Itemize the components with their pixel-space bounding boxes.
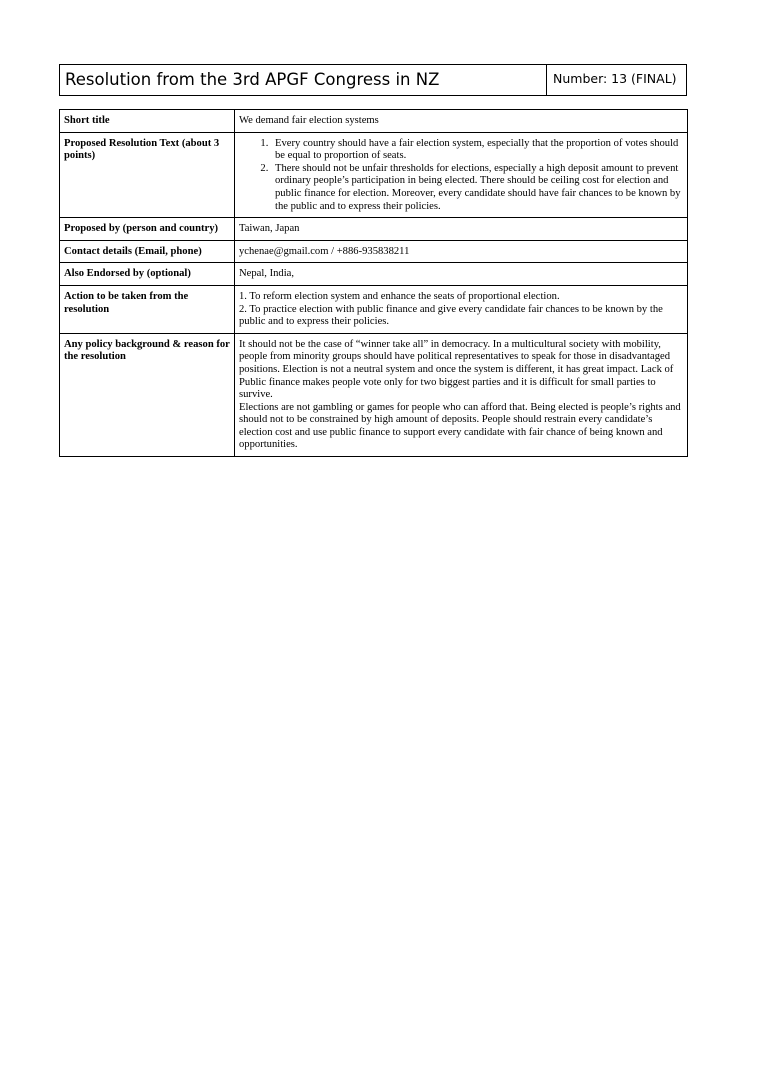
proposed-points-list (239, 138, 683, 214)
short-title-value: We demand fair election systems (235, 110, 688, 133)
document-header (59, 64, 687, 96)
proposed-text-value (235, 132, 688, 218)
row-proposed-text (60, 132, 688, 218)
row-proposed-by (60, 218, 688, 241)
row-background (60, 333, 688, 456)
proposed-point: 1. Every country should have a fair election system, especially that the proportion of votes should be equal to proportion of seats. (271, 138, 683, 163)
contact-label: Contact details (Email, phone) (60, 240, 235, 263)
row-endorsed (60, 263, 688, 286)
contact-value: ychenae@gmail.com / +886-935838211 (235, 240, 688, 263)
proposed-text-label: Proposed Resolution Text (about 3 points) (60, 132, 235, 218)
row-short-title (60, 110, 688, 133)
endorsed-value: Nepal, India, (235, 263, 688, 286)
action-value (235, 285, 688, 333)
background-label: Any policy background & reason for the resolution (60, 333, 235, 456)
resolution-number: Number: 13 (FINAL) (553, 71, 677, 86)
background-paragraph: Elections are not gambling or games for people who can afford that. Being elected is people’s rights and should not to be constrained by high amount of deposits. People should restrain every candidate’s election cost and use public finance to support every candidate with fair chance of being known and opportunities. (239, 401, 681, 451)
row-action (60, 285, 688, 333)
action-label: Action to be taken from the resolution (60, 285, 235, 333)
background-paragraph: It should not be the case of “winner take all” in democracy. In a multicultural society with mobility, people from minority groups should have political representatives to speak for those in disadvantaged positions. Election is not a neutral system and once the system is different, it has great impact. Lack of Public finance makes people vote only for two biggest parties and it is difficult for small parties to survive. (239, 338, 674, 401)
endorsed-label: Also Endorsed by (optional) (60, 263, 235, 286)
proposed-point: 2. There should not be unfair thresholds for elections, especially a high deposit amount to prevent ordinary people’s participation in being elected. There should be ceiling cost for election and public finance for election. Moreover, every candidate should have fair chances to be known by the public and to express their policies. (271, 163, 683, 213)
resolution-table (59, 109, 688, 457)
document-title: Resolution from the 3rd APGF Congress in NZ (60, 65, 547, 95)
row-contact (60, 240, 688, 263)
action-line: 2. To practice election with public finance and give every candidate fair chances to be known by the public and to express their policies. (239, 303, 663, 328)
short-title-label: Short title (60, 110, 235, 133)
action-line: 1. To reform election system and enhance the seats of proportional election. (239, 290, 560, 302)
proposed-by-label: Proposed by (person and country) (60, 218, 235, 241)
proposed-by-value: Taiwan, Japan (235, 218, 688, 241)
background-value (235, 333, 688, 456)
